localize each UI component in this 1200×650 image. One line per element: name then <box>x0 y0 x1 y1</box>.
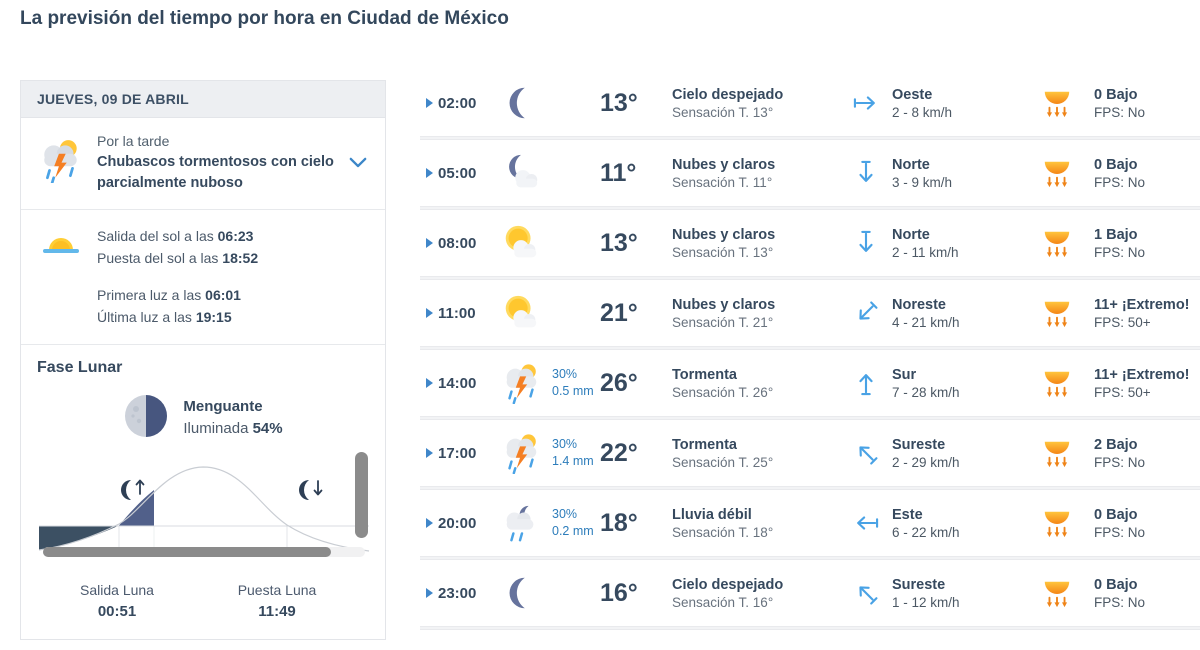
sun-cloud-icon <box>490 222 552 264</box>
expand-arrow-icon[interactable] <box>426 588 433 598</box>
hour-time: 20:00 <box>438 514 477 532</box>
precip-amount: 1.4 mm <box>552 454 594 468</box>
condition-label: Nubes y claros <box>672 296 776 313</box>
uv-icon <box>1024 87 1090 119</box>
precip-amount: 0.5 mm <box>552 384 594 398</box>
temperature: 26° <box>600 368 638 397</box>
wind-speed: 7 - 28 km/h <box>892 384 960 400</box>
wind-direction-label: Sureste <box>892 436 946 453</box>
precip-block <box>552 506 598 540</box>
condition-label: Nubes y claros <box>672 156 776 173</box>
expand-arrow-icon[interactable] <box>426 238 433 248</box>
feels-like-label: Sensación T. 26° <box>672 384 774 400</box>
wind-speed: 6 - 22 km/h <box>892 524 960 540</box>
condition-label: Tormenta <box>672 366 737 383</box>
uv-fps-label: FPS: 50+ <box>1094 314 1151 330</box>
wind-speed: 3 - 9 km/h <box>892 174 953 190</box>
uv-fps-label: FPS: No <box>1094 594 1146 610</box>
moon-phase-summary <box>37 393 369 444</box>
moon-rain-icon <box>490 502 552 544</box>
day-summary-panel <box>20 80 386 640</box>
hour-time: 14:00 <box>438 374 477 392</box>
precip-chance: 30% <box>552 367 578 382</box>
precip-chance: 30% <box>552 507 578 522</box>
hour-row[interactable] <box>420 560 1200 626</box>
uv-index-label: 0 Bajo <box>1094 86 1138 103</box>
feels-like-label: Sensación T. 16° <box>672 594 774 610</box>
feels-like-label: Sensación T. 13° <box>672 104 774 120</box>
wind-direction-icon <box>854 370 878 396</box>
hour-time: 08:00 <box>438 234 477 252</box>
uv-index-label: 0 Bajo <box>1094 156 1138 173</box>
temperature: 11° <box>600 158 637 187</box>
moon-altitude-chart <box>37 454 373 566</box>
wind-direction-label: Sureste <box>892 576 946 593</box>
moon-cloud-icon <box>490 152 552 194</box>
chevron-down-icon[interactable] <box>349 155 371 173</box>
hour-row[interactable] <box>420 140 1200 206</box>
moon-curve <box>37 454 373 554</box>
expand-arrow-icon[interactable] <box>426 308 433 318</box>
sunrise-line: Salida del sol a las 06:23 <box>97 228 254 245</box>
day-description: Chubascos tormentosos con cielo parcialmente nuboso <box>97 154 334 192</box>
half-moon-icon <box>123 393 169 444</box>
wind-direction-icon <box>848 575 883 610</box>
feels-like-label: Sensación T. 25° <box>672 454 774 470</box>
hour-row[interactable] <box>420 350 1200 416</box>
moon-illumination: Iluminada 54% <box>183 420 283 438</box>
storm-icon <box>490 432 552 474</box>
hour-row[interactable] <box>420 490 1200 556</box>
precip-amount: 0.2 mm <box>552 524 594 538</box>
uv-index-label: 11+ ¡Extremo! <box>1094 366 1190 383</box>
wind-speed: 2 - 11 km/h <box>892 244 959 260</box>
moonset-icon <box>299 480 322 500</box>
uv-fps-label: FPS: No <box>1094 244 1146 260</box>
precip-chance: 30% <box>552 437 578 452</box>
wind-speed: 1 - 12 km/h <box>892 594 960 610</box>
feels-like-label: Sensación T. 21° <box>672 314 774 330</box>
first-light-line: Primera luz a las 06:01 <box>97 286 241 303</box>
expand-arrow-icon[interactable] <box>426 518 433 528</box>
uv-icon <box>1024 437 1090 469</box>
condition-label: Nubes y claros <box>672 226 776 243</box>
uv-fps-label: FPS: 50+ <box>1094 384 1151 400</box>
uv-icon <box>1024 577 1090 609</box>
hourly-list <box>420 70 1200 630</box>
wind-direction-label: Sur <box>892 366 917 383</box>
page-title: La previsión del tiempo por hora en Ciudad de México <box>20 8 509 29</box>
uv-index-label: 0 Bajo <box>1094 576 1138 593</box>
hour-time: 11:00 <box>438 304 476 322</box>
precip-block <box>552 366 598 400</box>
wind-direction-label: Oeste <box>892 86 933 103</box>
uv-icon <box>1024 507 1090 539</box>
uv-icon <box>1024 297 1090 329</box>
temperature: 18° <box>600 508 638 537</box>
last-light-line: Última luz a las 19:15 <box>97 309 232 326</box>
sun-cloud-icon <box>490 292 552 334</box>
wind-direction-icon <box>854 230 878 256</box>
condition-label: Cielo despejado <box>672 576 784 593</box>
storm-sun-icon <box>37 137 85 183</box>
vertical-scrollbar-thumb[interactable] <box>355 452 368 538</box>
wind-direction-label: Norte <box>892 156 930 173</box>
uv-index-label: 1 Bajo <box>1094 226 1138 243</box>
period-label: Por la tarde <box>97 133 170 149</box>
uv-fps-label: FPS: No <box>1094 174 1146 190</box>
hour-row[interactable] <box>420 70 1200 136</box>
temperature: 13° <box>600 228 638 257</box>
day-summary-section <box>21 118 385 210</box>
feels-like-label: Sensación T. 18° <box>672 524 774 540</box>
feels-like-label: Sensación T. 11° <box>672 174 773 190</box>
hour-row[interactable] <box>420 210 1200 276</box>
wind-direction-icon <box>848 435 883 470</box>
wind-direction-label: Este <box>892 506 923 523</box>
temperature: 16° <box>600 578 638 607</box>
uv-icon <box>1024 227 1090 259</box>
precip-block <box>552 436 598 470</box>
hour-row[interactable] <box>420 420 1200 486</box>
expand-arrow-icon[interactable] <box>426 168 433 178</box>
moon-phase-name: Menguante <box>183 397 263 415</box>
moonset-label-block: Puesta Luna 11:49 <box>237 581 317 620</box>
hour-row[interactable] <box>420 280 1200 346</box>
wind-direction-icon <box>853 511 879 535</box>
moon-section-title: Fase Lunar <box>37 358 123 376</box>
storm-icon <box>490 362 552 404</box>
wind-speed: 2 - 8 km/h <box>892 104 953 120</box>
uv-fps-label: FPS: No <box>1094 454 1146 470</box>
uv-index-label: 2 Bajo <box>1094 436 1138 453</box>
expand-arrow-icon[interactable] <box>426 448 433 458</box>
horizontal-scrollbar-thumb[interactable] <box>43 547 331 557</box>
expand-arrow-icon[interactable] <box>426 98 433 108</box>
moon-icon <box>490 572 552 614</box>
temperature: 22° <box>600 438 638 467</box>
condition-label: Lluvia débil <box>672 506 752 523</box>
wind-speed: 4 - 21 km/h <box>892 314 960 330</box>
sunset-line: Puesta del sol a las 18:52 <box>97 250 259 267</box>
hour-time: 17:00 <box>438 444 477 462</box>
hour-time: 05:00 <box>438 164 477 182</box>
wind-direction-icon <box>848 295 883 330</box>
row-separator <box>420 626 1200 630</box>
wind-direction-label: Norte <box>892 226 930 243</box>
uv-fps-label: FPS: No <box>1094 104 1146 120</box>
uv-index-label: 0 Bajo <box>1094 506 1138 523</box>
uv-fps-label: FPS: No <box>1094 524 1146 540</box>
wind-direction-icon <box>853 91 879 115</box>
moonrise-label-block: Salida Luna 00:51 <box>80 581 154 620</box>
sun-times-section <box>21 210 385 345</box>
temperature: 21° <box>600 298 638 327</box>
uv-icon <box>1024 367 1090 399</box>
date-header: JUEVES, 09 DE ABRIL <box>21 81 385 118</box>
temperature: 13° <box>600 88 638 117</box>
wind-direction-label: Noreste <box>892 296 946 313</box>
moon-icon <box>490 82 552 124</box>
moon-phase-section <box>21 345 385 624</box>
sunrise-icon <box>37 229 85 259</box>
feels-like-label: Sensación T. 13° <box>672 244 774 260</box>
uv-index-label: 11+ ¡Extremo! <box>1094 296 1190 313</box>
uv-icon <box>1024 157 1090 189</box>
hour-time: 23:00 <box>438 584 477 602</box>
wind-direction-icon <box>854 160 878 186</box>
condition-label: Tormenta <box>672 436 737 453</box>
condition-label: Cielo despejado <box>672 86 784 103</box>
hour-time: 02:00 <box>438 94 477 112</box>
moonrise-icon <box>121 480 144 500</box>
expand-arrow-icon[interactable] <box>426 378 433 388</box>
wind-speed: 2 - 29 km/h <box>892 454 960 470</box>
